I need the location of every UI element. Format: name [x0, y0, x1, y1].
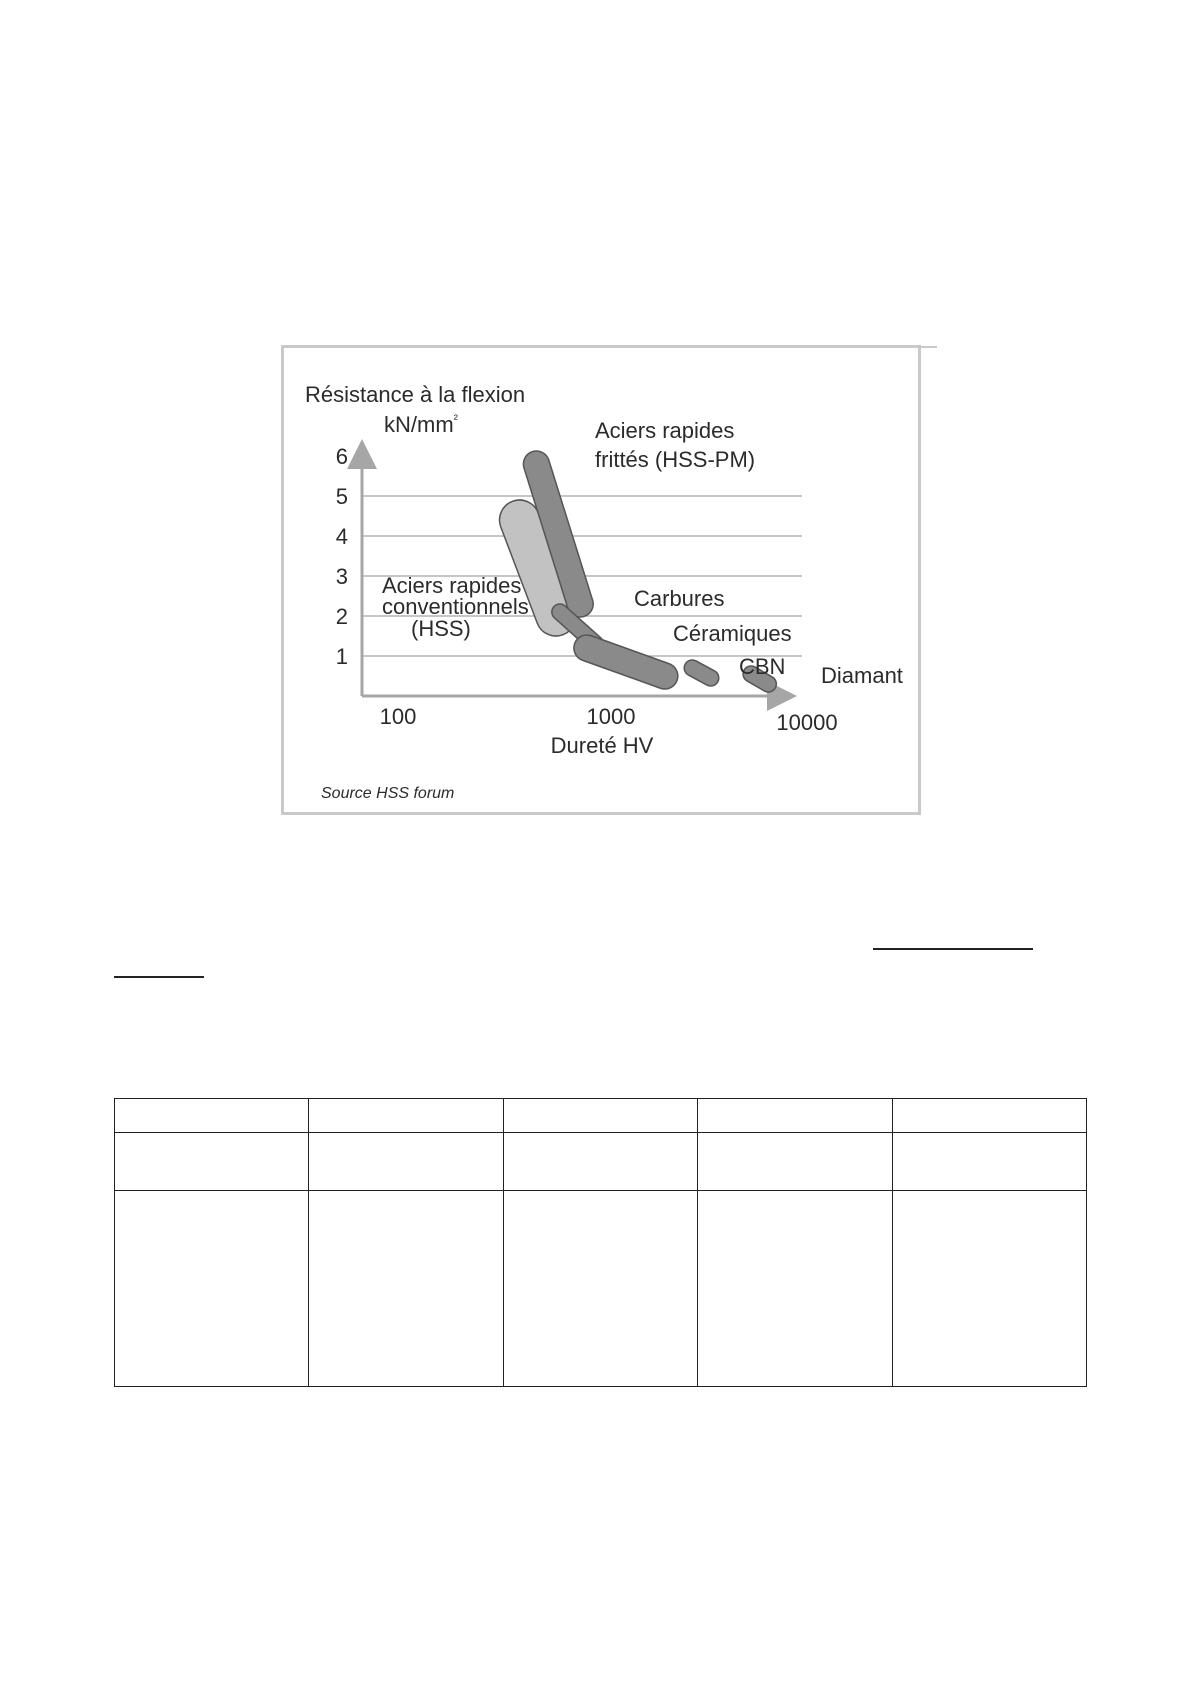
table-cell[interactable]	[115, 1191, 309, 1387]
table-cell[interactable]	[503, 1099, 697, 1133]
series-label: Céramiques	[673, 621, 792, 646]
x-tick-label: 100	[379, 704, 417, 729]
table-row	[115, 1191, 1087, 1387]
table-cell[interactable]	[892, 1191, 1086, 1387]
table-row	[115, 1099, 1087, 1133]
x-axis-title: Dureté HV	[550, 733, 654, 758]
y-tick-label: 2	[335, 604, 348, 629]
table-cell[interactable]	[115, 1099, 309, 1133]
y-tick-label: 3	[335, 564, 348, 589]
table-cell[interactable]	[698, 1191, 892, 1387]
y-tick-label: 6	[335, 444, 348, 469]
table-cell[interactable]	[698, 1099, 892, 1133]
series-label: Aciers rapides	[382, 573, 522, 598]
y-axis-title: Résistance à la flexion	[305, 382, 526, 407]
y-tick-label: 4	[335, 524, 348, 549]
series-label: Diamant	[821, 663, 903, 688]
y-tick-label: 1	[335, 644, 348, 669]
underline-mark	[873, 948, 1033, 950]
data-region	[570, 631, 681, 692]
table-row	[115, 1133, 1087, 1191]
series-label: CBN	[739, 654, 786, 679]
x-tick-label: 1000	[586, 704, 636, 729]
series-label: (HSS)	[411, 616, 471, 641]
underline-mark	[114, 976, 204, 978]
table-cell[interactable]	[698, 1133, 892, 1191]
data-region	[681, 657, 721, 689]
series-label: Carbures	[634, 586, 725, 611]
y-tick-label: 5	[335, 484, 348, 509]
series-label: conventionnels	[382, 594, 529, 619]
table-cell[interactable]	[309, 1133, 503, 1191]
table-cell[interactable]	[503, 1191, 697, 1387]
source-note: Source HSS forum	[321, 785, 455, 802]
table-cell[interactable]	[309, 1099, 503, 1133]
data-regions	[494, 448, 780, 695]
table-cell[interactable]	[115, 1133, 309, 1191]
series-label: Aciers rapides	[595, 418, 735, 443]
series-label: frittés (HSS-PM)	[595, 447, 756, 472]
table-cell[interactable]	[892, 1099, 1086, 1133]
table-cell[interactable]	[892, 1133, 1086, 1191]
y-axis-unit: $kN/mm^{^2}$	[384, 411, 458, 437]
chart-text	[305, 382, 903, 802]
table-cell[interactable]	[309, 1191, 503, 1387]
table-cell[interactable]	[503, 1133, 697, 1191]
answer-table	[114, 1098, 1087, 1387]
x-tick-label: 10000	[776, 710, 838, 735]
